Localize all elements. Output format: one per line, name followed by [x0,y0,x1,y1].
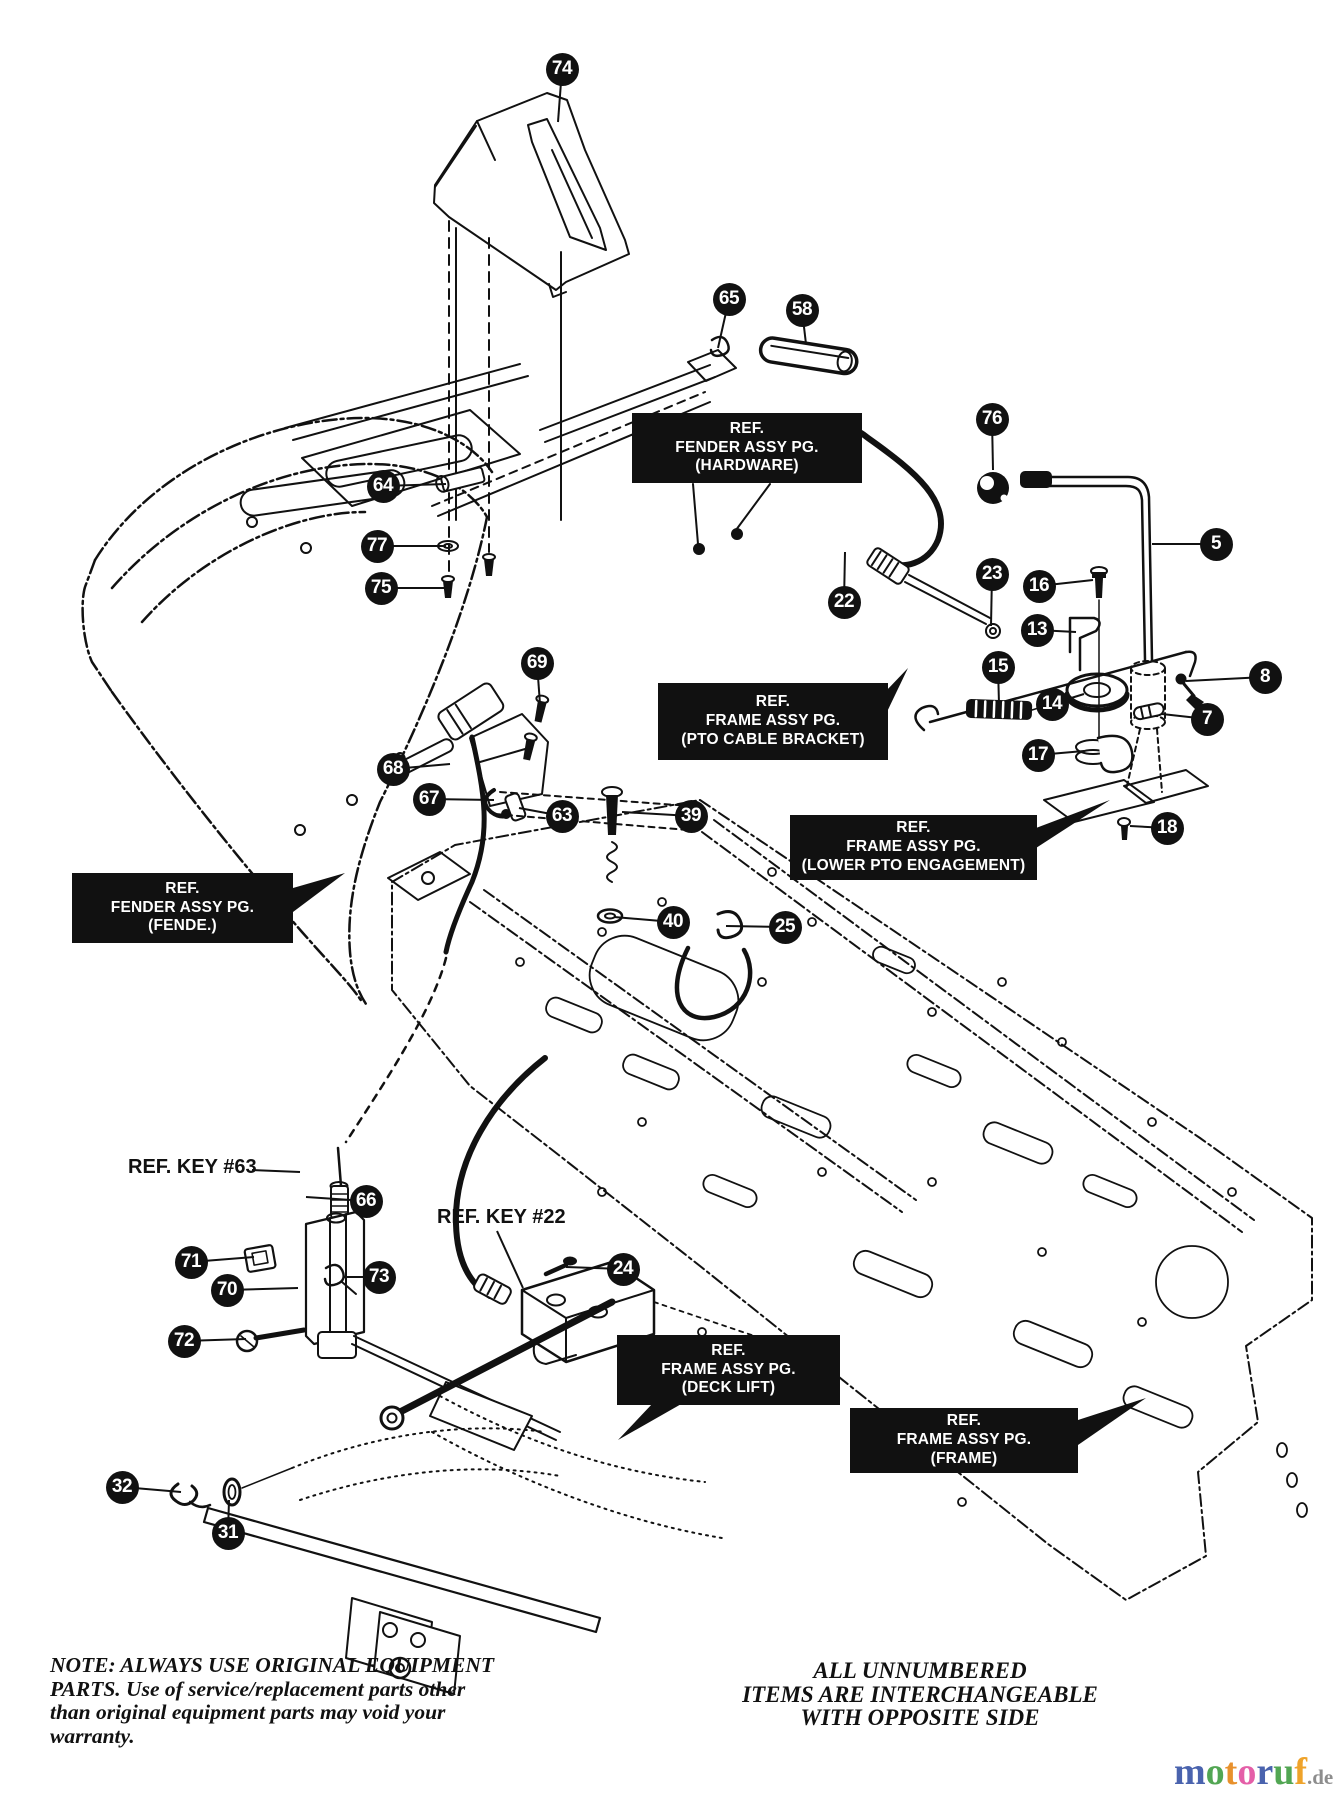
callout-23: 23 [976,558,1009,591]
watermark-letter: r [1256,1751,1274,1793]
callout-7: 7 [1191,703,1224,736]
note-line: ALL UNNUMBERED [813,1658,1027,1683]
ref-box-line: REF. [711,1341,746,1359]
watermark-letter: f [1294,1751,1307,1793]
watermark-letter: o [1205,1751,1225,1793]
callout-69: 69 [521,647,554,680]
callout-76: 76 [976,403,1009,436]
callout-65: 65 [713,283,746,316]
ref-box-frame-lower-pto-engagement [790,815,1037,880]
ref-box-line: (PTO CABLE BRACKET) [681,730,865,748]
callout-25: 25 [769,911,802,944]
callout-22: 22 [828,586,861,619]
callout-68: 68 [377,753,410,786]
callout-17: 17 [1022,739,1055,772]
ref-box-line: REF. [946,1412,982,1430]
ref-box-frame-deck-lift [617,1335,840,1405]
watermark-letter: m [1174,1751,1206,1793]
ref-box-line: REF. [165,879,200,897]
ref-box-fender-fende [72,873,293,943]
callout-16: 16 [1023,570,1056,603]
callout-18: 18 [1151,812,1184,845]
ref-box-line: FENDER ASSY PG. [675,438,819,456]
ref-box-line: FRAME ASSY PG. [705,712,841,730]
ref-box-line: (LOWER PTO ENGAGEMENT) [801,856,1026,874]
callout-14: 14 [1036,688,1069,721]
note-line: ITEMS ARE INTERCHANGEABLE [742,1681,1098,1707]
ref-box-line: (FRAME) [930,1449,998,1467]
ref-box-line: FENDER ASSY PG. [110,898,255,916]
callout-13: 13 [1021,614,1054,647]
note-line: warranty. [50,1723,135,1748]
ref-box-frame-frame [850,1408,1078,1473]
ref-box-fender-hardware [632,413,862,483]
callout-77: 77 [361,530,394,563]
callout-39: 39 [675,800,708,833]
callout-32: 32 [106,1471,139,1504]
callout-15: 15 [982,651,1015,684]
callout-5: 5 [1200,528,1233,561]
motoruf-watermark [1174,1750,1333,1794]
callout-66: 66 [350,1185,383,1218]
note-original-equipment [50,1654,640,1748]
callout-31: 31 [212,1517,245,1550]
callout-74: 74 [546,53,579,86]
callout-40: 40 [657,906,690,939]
callout-58: 58 [786,294,819,327]
ref-box-line: FRAME ASSY PG. [661,1360,796,1378]
watermark-letter: o [1237,1751,1257,1793]
key-label-key-22: REF. KEY #22 [437,1206,566,1228]
ref-box-line: (DECK LIFT) [681,1379,776,1397]
callout-72: 72 [168,1325,201,1358]
note-line: than original equipment parts may void your [50,1700,446,1724]
watermark-letter: u [1273,1751,1295,1793]
callout-64: 64 [367,470,400,503]
ref-box-frame-pto-cable-bracket [658,683,888,760]
note-line: WITH OPPOSITE SIDE [800,1705,1040,1730]
watermark-letter: t [1224,1751,1238,1793]
ref-box-line: FRAME ASSY PG. [896,1431,1032,1449]
ref-box-line: REF. [729,419,765,437]
note-line: PARTS. Use of service/replacement parts other [50,1676,466,1701]
callout-75: 75 [365,572,398,605]
note-line: NOTE: ALWAYS USE ORIGINAL EQUIPMENT [50,1653,494,1677]
ref-box-line: (HARDWARE) [695,457,799,475]
callout-71: 71 [175,1246,208,1279]
callout-63: 63 [546,800,579,833]
ref-box-line: (FENDE.) [148,917,217,935]
ref-box-line: REF. [896,819,931,837]
ref-box-line: REF. [755,693,791,711]
note-unnumbered-items [640,1659,1200,1730]
callout-67: 67 [413,783,446,816]
callout-73: 73 [363,1261,396,1294]
watermark-suffix: .de [1306,1765,1334,1789]
callout-24: 24 [607,1253,640,1286]
key-label-key-63: REF. KEY #63 [128,1156,257,1178]
callout-8: 8 [1249,661,1282,694]
callout-70: 70 [211,1274,244,1307]
ref-box-line: FRAME ASSY PG. [846,838,981,856]
